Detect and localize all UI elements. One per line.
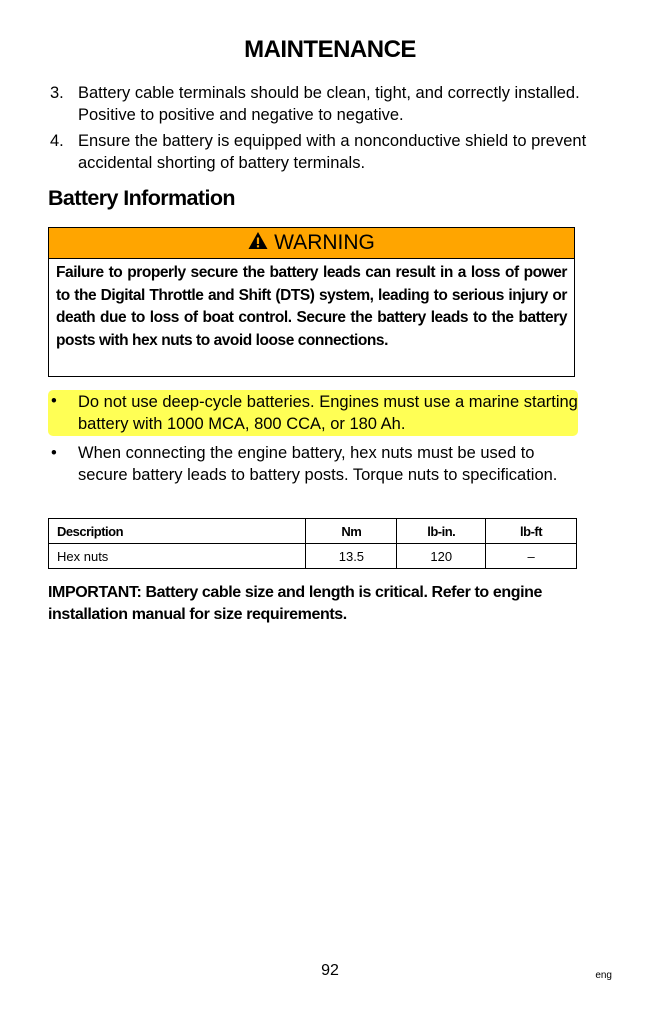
page-title: MAINTENANCE — [244, 36, 416, 63]
step-text: Battery cable terminals should be clean, tight, and correctly installed. Positive to positive and negative to negative. — [78, 84, 580, 124]
warning-box — [48, 227, 575, 377]
step-text: Ensure the battery is equipped with a nonconductive shield to prevent accidental shorting of battery terminals. — [78, 132, 587, 172]
warning-text: Failure to properly secure the battery leads can result in a loss of power to the Digital Throttle and Shift (DTS) system, leading to serious injury or death due to loss of boat control. Secure the battery leads to the battery posts with hex nuts to avoid loose connections. — [56, 264, 567, 349]
warning-header — [49, 228, 574, 259]
list-item — [48, 130, 588, 174]
list-item — [48, 82, 588, 126]
bullet-marker: • — [51, 444, 57, 462]
table-cell: – — [486, 544, 577, 569]
warning-triangle-icon — [248, 231, 274, 256]
table-cell: 120 — [397, 544, 486, 569]
step-number: 4. — [50, 132, 64, 150]
column-header-lb-ft: lb-ft — [486, 519, 577, 544]
bullet-text: Do not use deep-cycle batteries. Engines must use a marine starting battery with 1000 MCA, 800 CCA, or 180 Ah. — [78, 393, 578, 433]
table-cell: Hex nuts — [49, 544, 306, 569]
bullet-marker: • — [51, 392, 57, 410]
numbered-steps — [48, 82, 588, 178]
page-number: 92 — [321, 962, 339, 979]
column-header-description: Description — [49, 519, 306, 544]
bullet-text: When connecting the engine battery, hex nuts must be used to secure battery leads to battery posts. Torque nuts to specification. — [78, 444, 558, 484]
warning-label: WARNING — [274, 231, 375, 254]
language-code: eng — [595, 970, 612, 981]
list-item-highlighted — [48, 390, 578, 436]
step-number: 3. — [50, 84, 64, 102]
table-cell: 13.5 — [306, 544, 397, 569]
important-note: IMPORTANT: Battery cable size and length is critical. Refer to engine installation manual for size requirements. — [48, 584, 542, 623]
table-row — [49, 544, 577, 569]
column-header-nm: Nm — [306, 519, 397, 544]
list-item — [48, 442, 578, 486]
section-heading: Battery Information — [48, 186, 235, 210]
table-header-row — [49, 519, 577, 544]
bullet-list — [48, 390, 578, 490]
column-header-lb-in: lb-in. — [397, 519, 486, 544]
torque-spec-table — [48, 518, 577, 569]
